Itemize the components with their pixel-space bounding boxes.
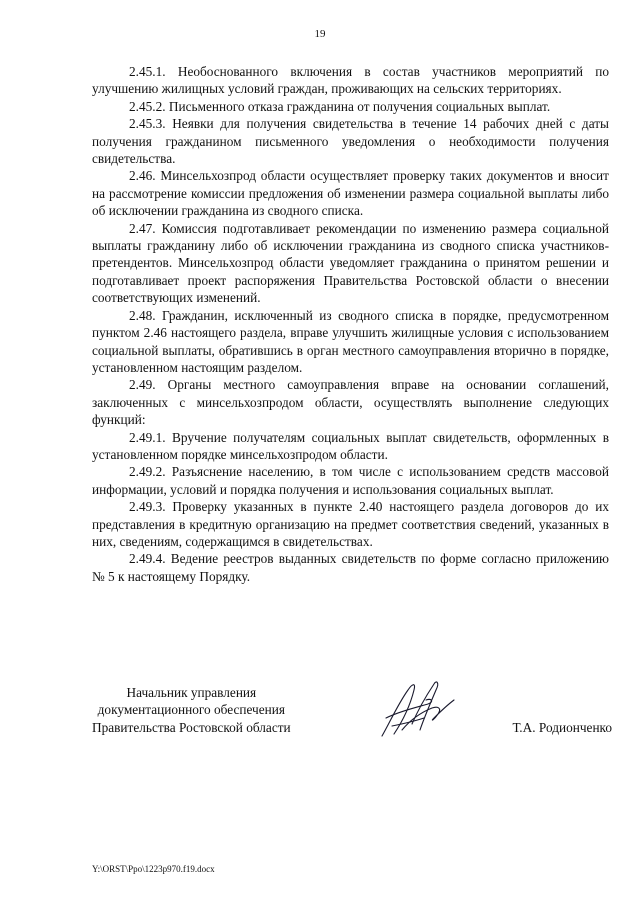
paragraph-2-48: 2.48. Гражданин, исключенный из сводного списка в порядке, предусмотренном пунктом 2.46 настоящего раздела, вправе улучшить жилищные условия с использованием социальной выплаты, обратившись в орган местного самоуправления вторично в порядке, установленном настоящим разделом. bbox=[92, 307, 609, 375]
paragraph-2-47: 2.47. Комиссия подготавливает рекомендации по изменению размера социальной выплаты гражданину либо об исключении гражданина из сводного списка участников-претендентов. Минсельхозпрод области уведомляет гражданина о принятом решении и подготавливает проект распоряжения Правительства Ростовской области о внесении соответствующих изменений. bbox=[92, 220, 609, 306]
signature-block bbox=[92, 684, 612, 744]
paragraph-2-45-2: 2.45.2. Письменного отказа гражданина от получения социальных выплат. bbox=[129, 98, 551, 114]
paragraph-2-49-2: 2.49.2. Разъяснение населению, в том числе с использованием средств массовой информации, условий и порядка получения и использования социальных выплат. bbox=[92, 464, 609, 497]
paragraph-2-49-3: 2.49.3. Проверку указанных в пункте 2.40 настоящего раздела договоров до их представления в кредитную организацию на предмет соответствия сведений, указанных в них, сведениям, содержащимся в свидетельствах. bbox=[92, 499, 609, 549]
paragraph-2-49-1: 2.49.1. Вручение получателям социальных выплат свидетельств, оформленных в установленном порядке минсельхозпродом области. bbox=[92, 429, 609, 462]
page-number: 19 bbox=[314, 28, 326, 40]
signatory-position bbox=[92, 684, 291, 736]
paragraph-2-45-1: 2.45.1. Необоснованного включения в состав участников мероприятий по улучшению жилищных условий граждан, проживающих на сельских территориях. bbox=[92, 64, 609, 97]
signatory-position-line-2: документационного обеспечения bbox=[97, 702, 285, 718]
paragraph-2-45-3: 2.45.3. Неявки для получения свидетельства в течение 14 рабочих дней с даты получения гражданином письменного уведомления о необходимости получения свидетельства. bbox=[92, 116, 609, 167]
footer-file-path: Y:\ORST\Ppo\1223p970.f19.docx bbox=[92, 864, 215, 874]
signatory-name: Т.А. Родионченко bbox=[512, 720, 612, 735]
handwritten-signature-icon bbox=[372, 678, 462, 740]
paragraph-2-49-4: 2.49.4. Ведение реестров выданных свидетельств по форме согласно приложению № 5 к настоящему Порядку. bbox=[92, 551, 609, 584]
paragraph-2-49: 2.49. Органы местного самоуправления вправе на основании соглашений, заключенных с минсельхозпродом области, осуществлять выполнение следующих функций: bbox=[92, 377, 609, 428]
signatory-position-line-1: Начальник управления bbox=[126, 685, 257, 700]
paragraph-2-46: 2.46. Минсельхозпрод области осуществляет проверку таких документов и вносит на рассмотрение комиссии предложения об изменении размера социальной выплаты либо об исключении гражданина из сводного списка. bbox=[92, 168, 609, 219]
document-body bbox=[92, 63, 609, 585]
signatory-position-line-3: Правительства Ростовской области bbox=[92, 719, 291, 735]
